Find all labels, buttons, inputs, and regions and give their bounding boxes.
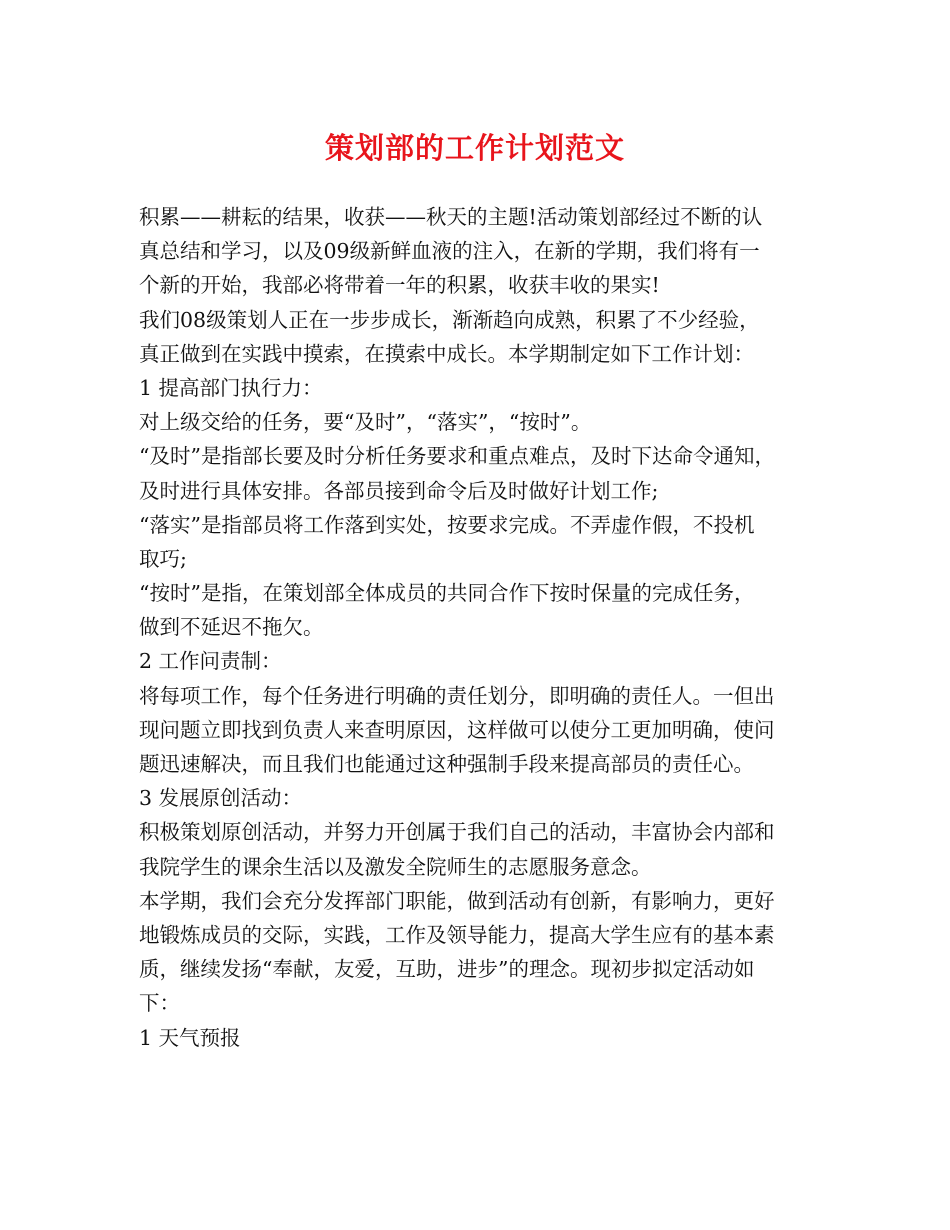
- body-line: 现问题立即找到负责人来查明原因，这样做可以使分工更加明确，使问: [139, 717, 775, 742]
- body-line: 对上级交给的任务，要“及时”，“落实”，“按时”。: [139, 410, 592, 435]
- section-heading: 2 工作问责制：: [139, 649, 282, 674]
- body-line: 我们08级策划人正在一步步成长，渐渐趋向成熟，积累了不少经验，: [139, 307, 760, 332]
- document-body: [139, 200, 829, 1055]
- body-line: 下：: [139, 991, 180, 1016]
- body-line: “落实”是指部员将工作落到实处，按要求完成。不弄虚作假，不投机: [139, 512, 755, 537]
- body-line: “按时”是指，在策划部全体成员的共同合作下按时保量的完成任务，: [139, 581, 755, 606]
- body-line: 真正做到在实践中摸索，在摸索中成长。本学期制定如下工作计划：: [139, 341, 754, 366]
- body-line: 我院学生的课余生活以及激发全院师生的志愿服务意念。: [139, 854, 652, 879]
- body-line: 题迅速解决，而且我们也能通过这种强制手段来提高部员的责任心。: [139, 752, 754, 776]
- body-line: 真总结和学习，以及09级新鲜血液的注入，在新的学期，我们将有一: [139, 239, 760, 264]
- section-heading: 1 提高部门执行力：: [139, 375, 323, 400]
- body-line: 积极策划原创活动，并努力开创属于我们自己的活动，丰富协会内部和: [139, 820, 775, 845]
- body-line: 及时进行具体安排。各部员接到命令后及时做好计划工作;: [139, 478, 659, 503]
- section-heading: 3 发展原创活动：: [139, 786, 303, 811]
- body-line: 积累——耕耘的结果，收获——秋天的主题!活动策划部经过不断的认: [139, 205, 763, 229]
- body-line: “及时”是指部长要及时分析任务要求和重点难点，及时下达命令通知，: [139, 444, 775, 469]
- body-line: 质，继续发扬“奉献，友爱，互助，进步”的理念。现初步拟定活动如: [139, 957, 755, 982]
- body-line: 个新的开始，我部必将带着一年的积累，收获丰收的果实!: [139, 273, 660, 298]
- body-line: 做到不延迟不拖欠。: [139, 615, 324, 640]
- body-line: 将每项工作，每个任务进行明确的责任划分，即明确的责任人。一但出: [139, 683, 775, 708]
- list-item: 1 天气预报: [139, 1025, 241, 1050]
- body-line: 地锻炼成员的交际，实践，工作及领导能力，提高大学生应有的基本素: [139, 922, 775, 947]
- body-line: 本学期，我们会充分发挥部门职能，做到活动有创新，有影响力，更好: [139, 888, 775, 913]
- body-line: 取巧;: [139, 546, 187, 571]
- document-title: 策划部的工作计划范文: [324, 131, 625, 165]
